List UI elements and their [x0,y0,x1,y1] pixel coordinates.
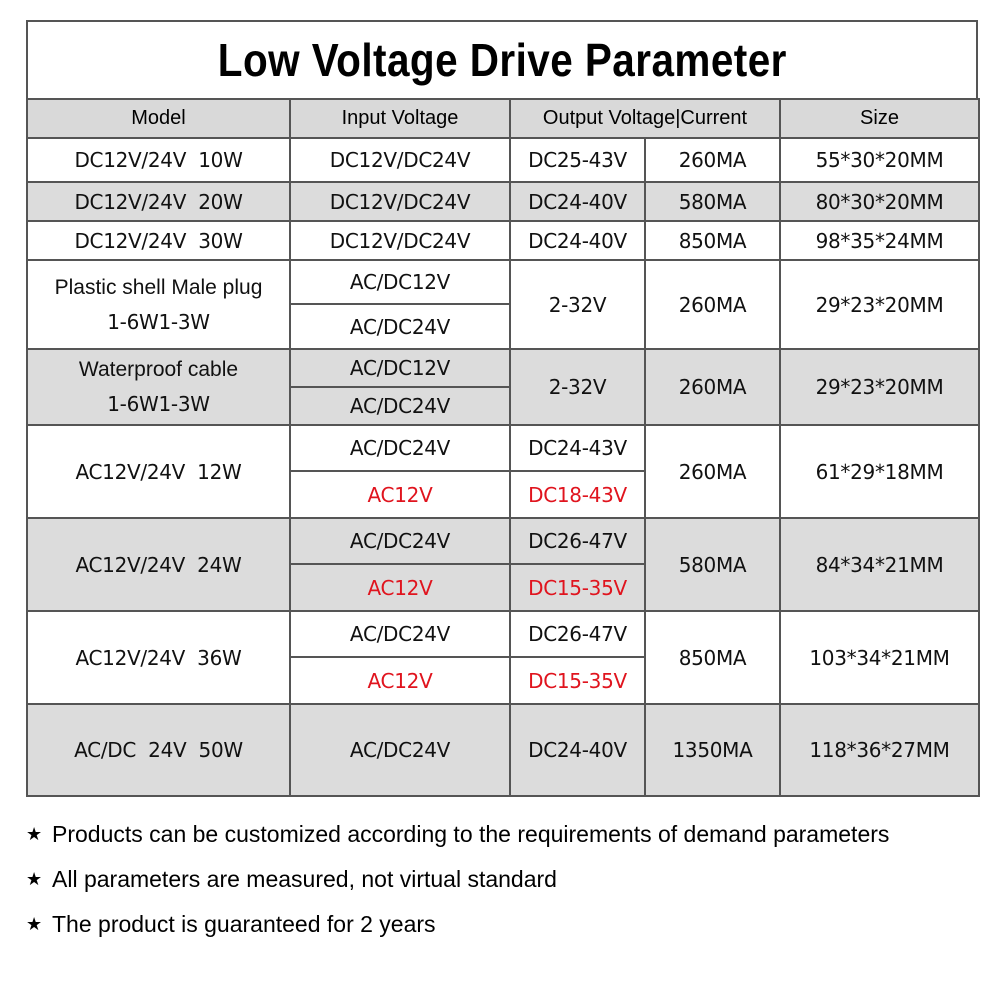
cell-model: DC12V/24V 30W [27,221,290,260]
table-header-row [27,99,979,138]
cell-input-b: AC12V [290,657,510,704]
model-line-1: Waterproof cable [78,358,239,381]
parameter-table [26,98,980,797]
cell-output: 2-32V [510,260,645,349]
cell-output: DC24-40V [510,704,645,796]
cell-current: 260MA [645,349,780,425]
table-row [27,704,979,796]
cell-current: 580MA [645,518,780,611]
cell-size: 80*30*20MM [780,182,979,221]
cell-output-a: DC26-47V [510,518,645,564]
note-item [26,812,976,857]
cell-output: 2-32V [510,349,645,425]
model-line-2: 1-6W1-3W [107,392,210,416]
cell-current: 580MA [645,182,780,221]
note-text: Products can be customized according to the requirements of demand parameters [52,821,890,847]
header-model: Model [27,99,290,138]
cell-model: AC12V/24V 12W [27,425,290,518]
cell-output: DC25-43V [510,138,645,182]
cell-output-a: DC26-47V [510,611,645,657]
cell-size: 29*23*20MM [780,260,979,349]
notes-list [26,812,976,947]
model-line-1: Plastic shell Male plug [54,275,263,299]
model-line-2: 1-6W1-3W [107,309,210,334]
star-icon: ★ [26,914,43,934]
cell-size: 55*30*20MM [780,138,979,182]
cell-input-a: AC/DC12V [290,349,510,387]
cell-size: 61*29*18MM [780,425,979,518]
cell-model [27,260,290,349]
cell-input-b: AC/DC24V [290,304,510,349]
cell-input-a: AC/DC24V [290,611,510,657]
cell-model: DC12V/24V 20W [27,182,290,221]
table-row [27,611,979,657]
cell-input-b: AC12V [290,471,510,518]
table-row [27,182,979,221]
page-title: Low Voltage Drive Parameter [217,34,787,86]
cell-model: AC/DC 24V 50W [27,704,290,796]
cell-output-a: DC24-43V [510,425,645,471]
header-input-voltage: Input Voltage [290,99,510,138]
table-row [27,425,979,471]
note-text: The product is guaranteed for 2 years [52,911,436,937]
cell-model: AC12V/24V 36W [27,611,290,704]
cell-input-a: AC/DC24V [290,518,510,564]
cell-output-b: DC15-35V [510,564,645,611]
cell-input: DC12V/DC24V [290,221,510,260]
cell-size: 118*36*27MM [780,704,979,796]
note-item [26,902,976,947]
cell-current: 260MA [645,260,780,349]
cell-size: 29*23*20MM [780,349,979,425]
cell-model: AC12V/24V 24W [27,518,290,611]
title-banner [26,20,978,98]
cell-input: AC/DC24V [290,704,510,796]
note-item [26,857,976,902]
cell-output: DC24-40V [510,221,645,260]
cell-input-a: AC/DC12V [290,260,510,304]
header-output-voltage-current: Output Voltage|Current [510,99,780,138]
cell-output: DC24-40V [510,182,645,221]
cell-size: 103*34*21MM [780,611,979,704]
cell-input-a: AC/DC24V [290,425,510,471]
note-text: All parameters are measured, not virtual standard [52,866,557,892]
cell-output-b: DC15-35V [510,657,645,704]
cell-input: DC12V/DC24V [290,182,510,221]
cell-current: 1350MA [645,704,780,796]
cell-size: 84*34*21MM [780,518,979,611]
cell-current: 260MA [645,138,780,182]
table-row [27,518,979,564]
table-row [27,260,979,304]
cell-input-b: AC12V [290,564,510,611]
cell-size: 98*35*24MM [780,221,979,260]
cell-model: DC12V/24V 10W [27,138,290,182]
table-row [27,349,979,387]
cell-current: 850MA [645,611,780,704]
header-size: Size [780,99,979,138]
cell-input-b: AC/DC24V [290,387,510,425]
star-icon: ★ [26,824,43,844]
cell-input: DC12V/DC24V [290,138,510,182]
cell-output-b: DC18-43V [510,471,645,518]
cell-model [27,349,290,425]
cell-current: 850MA [645,221,780,260]
star-icon: ★ [26,869,43,889]
table-row [27,138,979,182]
cell-current: 260MA [645,425,780,518]
table-row [27,221,979,260]
